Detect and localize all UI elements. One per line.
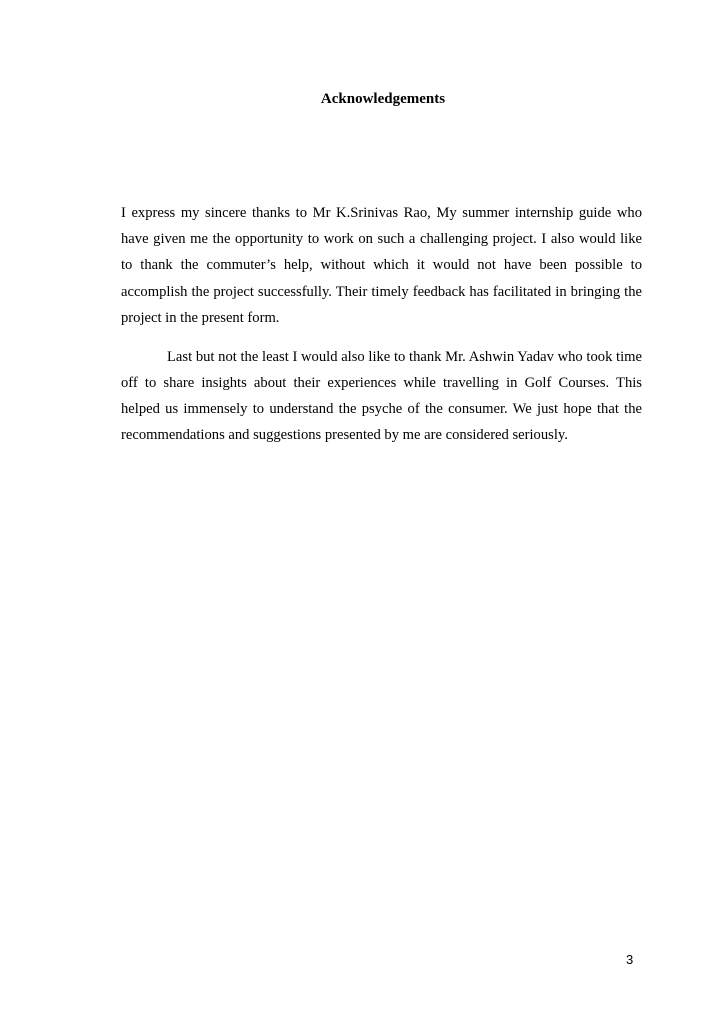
acknowledgement-body	[121, 200, 642, 448]
page-title: Acknowledgements	[320, 91, 446, 107]
paragraph-thanks-contributor: Last but not the least I would also like to thank Mr. Ashwin Yadav who took time off to share insights about their experiences while travelling in Golf Courses. This helped us immensely to understand the psyche of the consumer. We just hope that the recommendations and suggestions presented by me are considered seriously.	[121, 348, 642, 444]
paragraph-thanks-guide: I express my sincere thanks to Mr K.Srinivas Rao, My summer internship guide who have given me the opportunity to work on such a challenging project. I also would like to thank the commuter’s help, without which it would not have been possible to accomplish the project successfully. Their timely feedback has facilitated in bringing the project in the present form.	[121, 205, 642, 326]
page-number: 3	[626, 952, 634, 967]
